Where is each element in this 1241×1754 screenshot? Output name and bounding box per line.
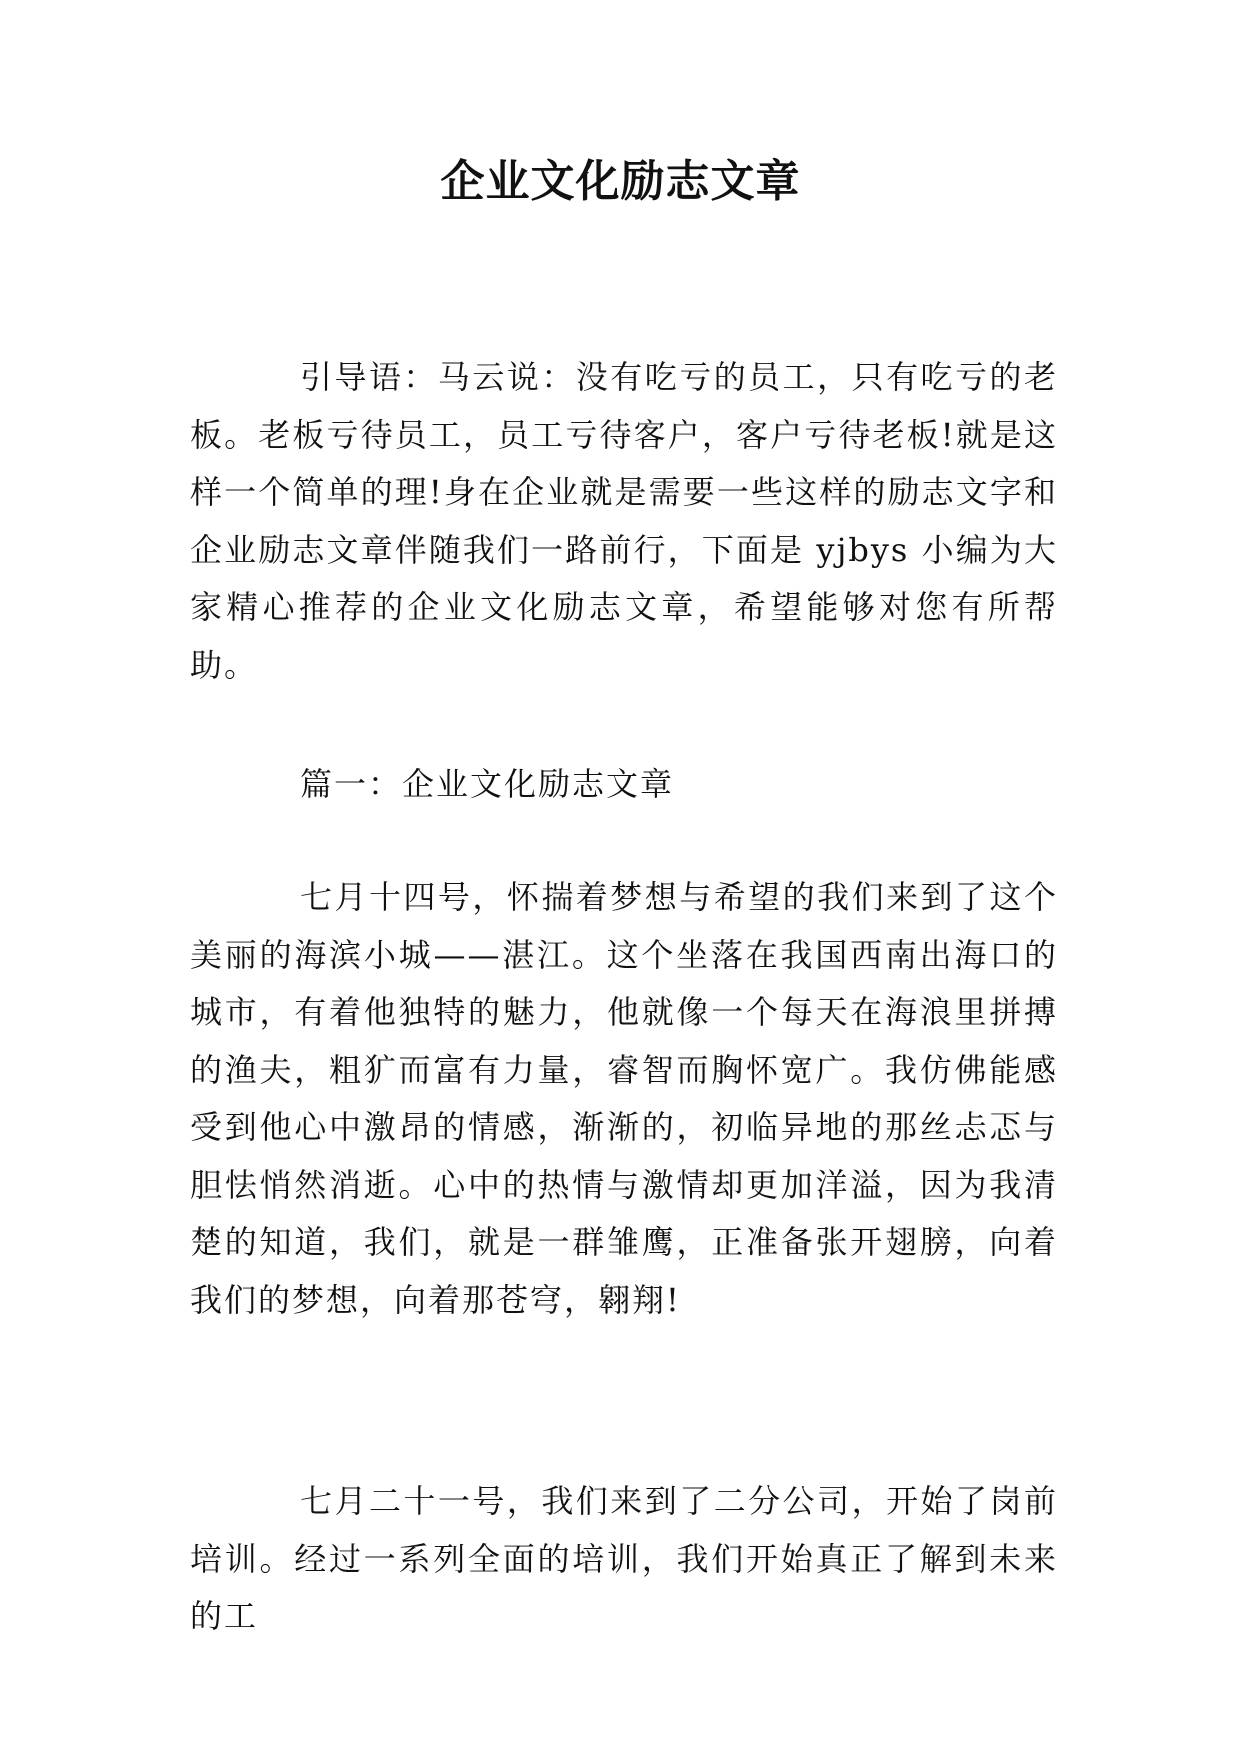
body-paragraph: 七月十四号，怀揣着梦想与希望的我们来到了这个美丽的海滨小城——湛江。这个坐落在我国西南出海口的城市，有着他独特的魅力，他就像一个每天在海浪里拼搏的渔夫，粗犷而富有力量，睿智而胸怀宽广。我仿佛能感受到他心中激昂的情感，渐渐的，初临异地的那丝忐忑与胆怯悄然消逝。心中的热情与激情却更加洋溢，因为我清楚的知道，我们，就是一群雏鹰，正准备张开翅膀，向着我们的梦想，向着那苍穹，翱翔! xyxy=(190,878,1058,1319)
document-title: 企业文化励志文章 xyxy=(440,156,801,207)
section-heading: 篇一：企业文化励志文章 xyxy=(300,765,675,803)
intro-paragraph: 引导语：马云说：没有吃亏的员工，只有吃亏的老板。老板亏待员工，员工亏待客户，客户亏待老板!就是这样一个简单的理!身在企业就是需要一些这样的励志文字和企业励志文章伴随我们一路前行，下面是 yjbys 小编为大家精心推荐的企业文化励志文章，希望能够对您有所帮助。 xyxy=(190,358,1058,684)
body-paragraph: 七月二十一号，我们来到了二分公司，开始了岗前培训。经过一系列全面的培训，我们开始真正了解到未来的工 xyxy=(190,1482,1058,1635)
